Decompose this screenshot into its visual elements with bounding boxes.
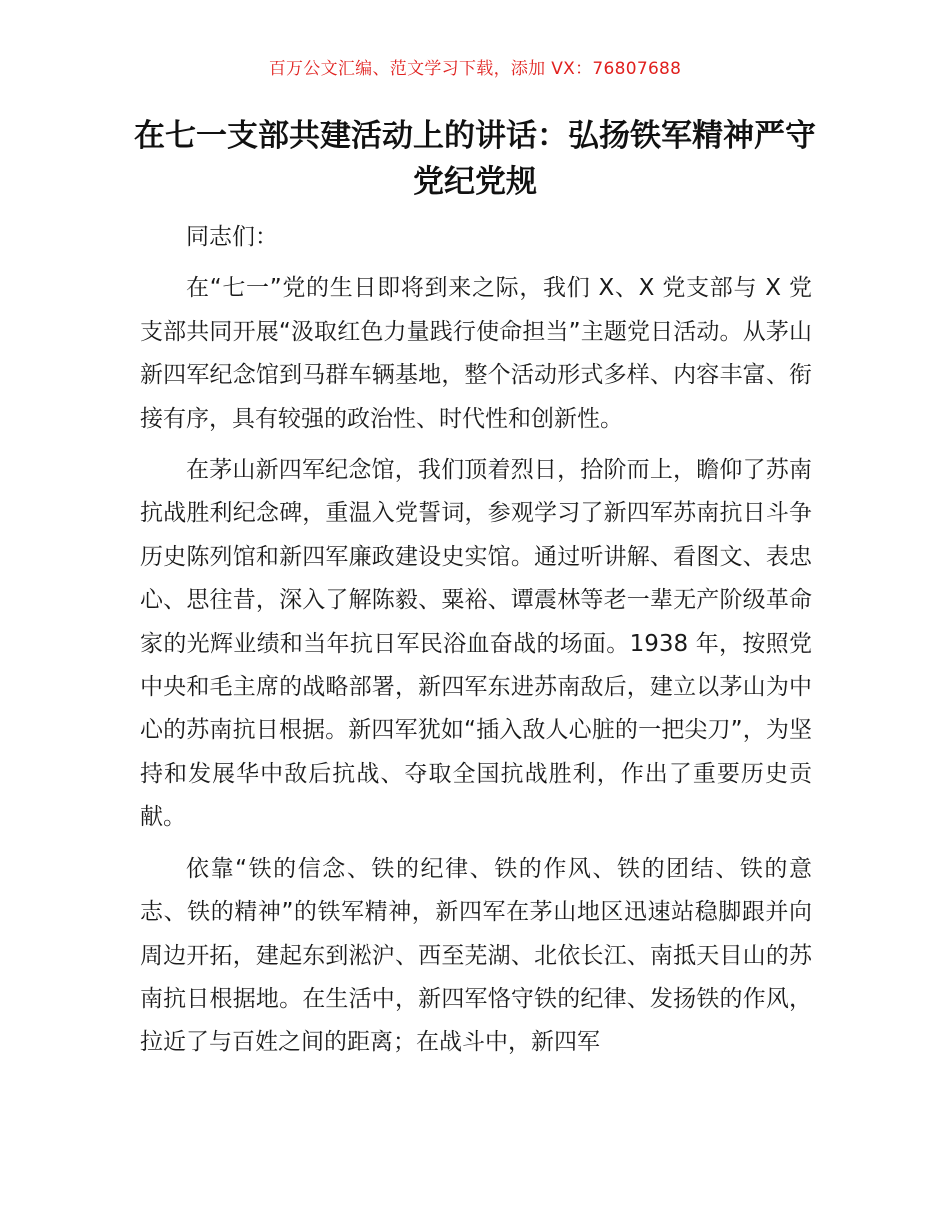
salutation: 同志们： bbox=[186, 224, 278, 250]
document-title: 在七一支部共建活动上的讲话：弘扬铁军精神严守党纪党规 bbox=[134, 118, 816, 200]
paragraph-1: 在“七一”党的生日即将到来之际，我们 X、X 党支部与 X 党支部共同开展“汲取红色力量践行使命担当”主题党日活动。从茅山新四军纪念馆到马群车辆基地，整个活动形式多样、内容丰富、衔接有序，具有较强的政治性、时代性和创新性。 bbox=[140, 275, 812, 432]
paragraph-2: 在茅山新四军纪念馆，我们顶着烈日，拾阶而上，瞻仰了苏南抗战胜利纪念碑，重温入党誓词，参观学习了新四军苏南抗日斗争历史陈列馆和新四军廉政建设史实馆。通过听讲解、看图文、表忠心、思往昔，深入了解陈毅、粟裕、谭震林等老一辈无产阶级革命家的光辉业绩和当年抗日军民浴血奋战的场面。1938 年，按照党中央和毛主席的战略部署，新四军东进苏南敌后，建立以茅山为中心的苏南抗日根据。新四军犹如“插入敌人心脏的一把尖刀”，为坚持和发展华中敌后抗战、夺取全国抗战胜利，作出了重要历史贡献。 bbox=[140, 457, 812, 831]
paragraph-3: 依靠“铁的信念、铁的纪律、铁的作风、铁的团结、铁的意志、铁的精神”的铁军精神，新四军在茅山地区迅速站稳脚跟并向周边开拓，建起东到淞沪、西至芜湖、北依长江、南抵天目山的苏南抗日根据地。在生活中，新四军恪守铁的纪律、发扬铁的作风，拉近了与百姓之间的距离；在战斗中，新四军 bbox=[140, 855, 812, 1056]
document-body bbox=[140, 216, 812, 1069]
header-watermark-note: 百万公文汇编、范文学习下载，添加 VX：76807688 bbox=[268, 59, 682, 79]
